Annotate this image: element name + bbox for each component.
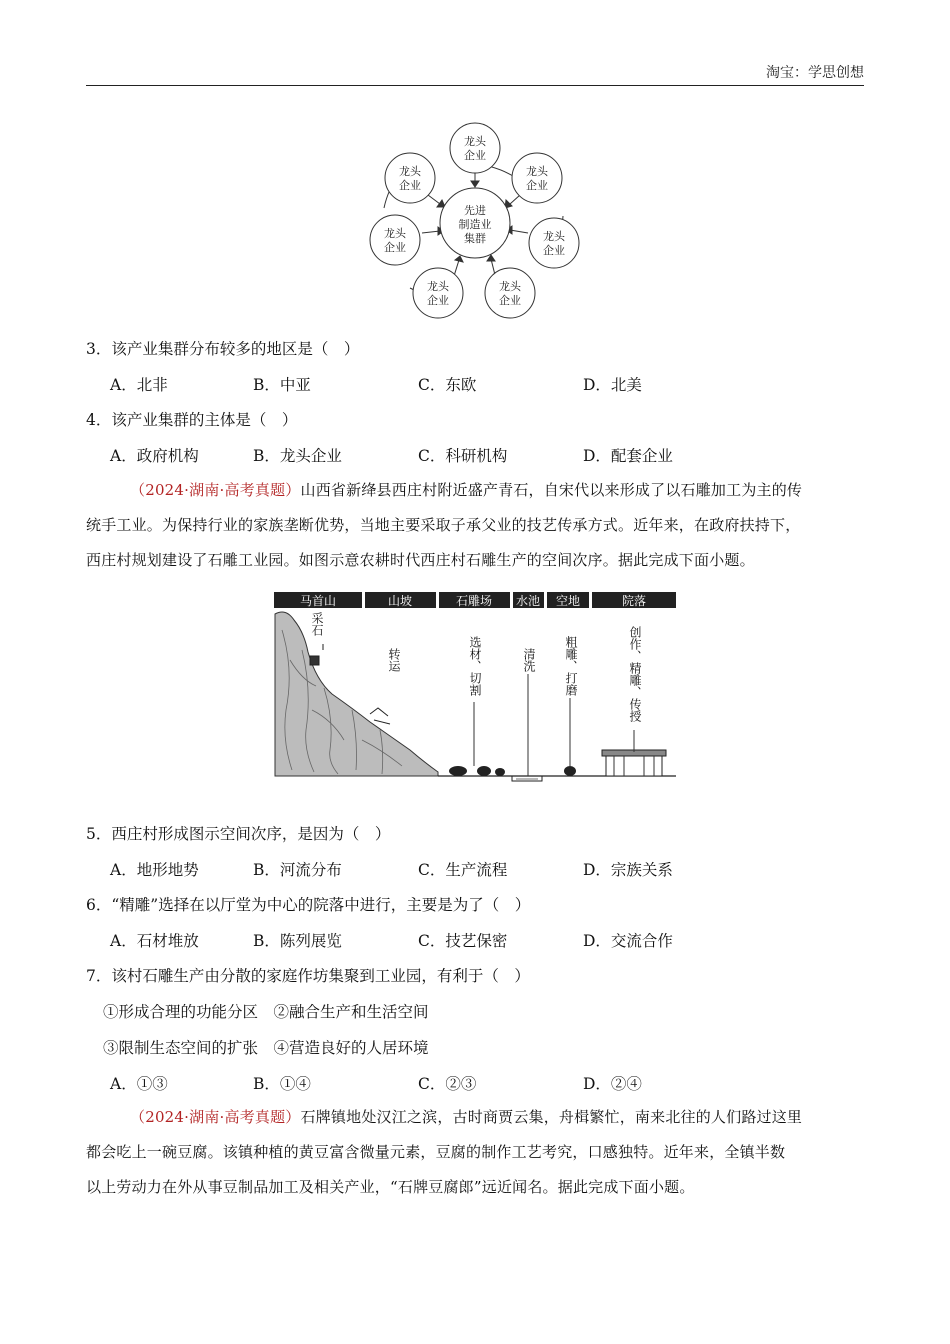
stone-pile [495,768,505,776]
option-d: D．配套企业 [583,447,673,465]
quarry-figure [310,656,319,665]
zone-label: 水池 [515,594,541,608]
passage-tag: （2024·湖南·高考真题） [130,1108,301,1126]
passage-2 [86,1100,864,1205]
node-label: 龙头 [543,230,565,243]
option-a: A．政府机构 [110,447,199,465]
option-d: D．交流合作 [583,932,673,950]
option-a: A．北非 [110,376,168,394]
zone-label: 石雕场 [455,594,493,608]
option-a: A．①③ [110,1075,168,1093]
passage-line: 统手工业。为保持行业的家族垄断优势，当地主要采取子承父业的技艺传承方式。近年来，在政府扶持下， [86,516,801,534]
center-label-3: 集群 [464,232,486,245]
leader-node [485,268,535,318]
water-pool [508,776,542,781]
passage-line: 山西省新绛县西庄村附近盛产青石，自宋代以来形成了以石雕加工为主的传 [300,481,803,499]
question-stem: 3．该产业集群分布较多的地区是（ ） [86,340,360,358]
passage-line: 西庄村规划建设了石雕工业园。如图示意农耕时代西庄村石雕生产的空间次序。据此完成下面小题。 [86,551,755,569]
node-label: 企业 [499,294,521,307]
option-c: C．生产流程 [418,861,508,879]
leader-node [450,123,500,173]
option-c: C．技艺保密 [418,932,508,950]
activity-rough-polish: 粗雕、打磨 [564,636,578,696]
leader-node [512,153,562,203]
zone-label: 空地 [555,594,581,608]
option-b: B．龙头企业 [253,447,342,465]
option-b: B．①④ [253,1075,311,1093]
question-stem: 6．“精雕”选择在以厅堂为中心的院落中进行，主要是为了（ ） [86,896,531,914]
node-label: 企业 [464,149,486,162]
passage-line: 都会吃上一碗豆腐。该镇种植的黄豆富含微量元素，豆腐的制作工艺考究，口感独特。近年来，全镇半数 [86,1143,786,1161]
node-label: 企业 [384,241,406,254]
passage-1 [86,473,864,578]
passage-line: 石牌镇地处汉江之滨，古时商贾云集，舟楫繁忙，南来北往的人们路过这里 [300,1108,803,1126]
question-stem: 7．该村石雕生产由分散的家庭作坊集聚到工业园，有利于（ ） [86,967,530,985]
transport-cart [370,708,390,724]
option-c: C．②③ [418,1075,477,1093]
center-label-2: 制造业 [458,218,492,231]
zone-label: 山坡 [387,594,413,608]
header-source: 淘宝：学思创想 [766,65,864,81]
leader-node [385,153,435,203]
node-label: 龙头 [427,280,449,293]
zone-label: 院落 [621,594,647,608]
passage-line: 以上劳动力在外从事豆制品加工及相关产业，“石牌豆腐郎”远近闻名。据此完成下面小题。 [86,1178,695,1196]
node-label: 企业 [543,244,565,257]
question-stem: 5．西庄村形成图示空间次序，是因为（ ） [86,825,391,843]
leader-node [370,215,420,265]
header-rule [86,85,864,86]
option-c: C．科研机构 [418,447,508,465]
activity-create-fine-teach: 创作、精雕、传授 [628,626,642,722]
passage-tag: （2024·湖南·高考真题） [130,481,301,499]
leader-node [529,218,579,268]
stone-pile [564,766,576,776]
node-label: 龙头 [499,280,521,293]
node-label: 龙头 [399,165,421,178]
statement-line: ①形成合理的功能分区 ②融合生产和生活空间 [103,1003,429,1021]
option-d: D．②④ [583,1075,642,1093]
option-b: B．中亚 [253,376,311,394]
node-label: 企业 [399,179,421,192]
stone-pile [477,766,491,776]
activity-quarry: 采石 [310,612,324,636]
option-b: B．河流分布 [253,861,342,879]
activity-select-cut: 选材、切割 [468,636,482,696]
activity-transport: 转运 [387,648,401,672]
option-a: A．地形地势 [110,861,199,879]
statement-line: ③限制生态空间的扩张 ④营造良好的人居环境 [103,1039,429,1057]
zone-label: 马首山 [299,594,337,608]
option-b: B．陈列展览 [253,932,342,950]
leader-node [413,268,463,318]
option-d: D．宗族关系 [583,861,673,879]
node-label: 龙头 [464,135,486,148]
node-label: 企业 [526,179,548,192]
node-label: 龙头 [384,227,406,240]
activity-wash: 清洗 [522,648,536,672]
center-label-1: 先进 [464,204,486,217]
question-stem: 4．该产业集群的主体是（ ） [86,411,298,429]
stone-pile [449,766,467,776]
option-c: C．东欧 [418,376,477,394]
node-label: 企业 [427,294,449,307]
cluster-diagram [360,118,590,323]
node-label: 龙头 [526,165,548,178]
option-a: A．石材堆放 [110,932,199,950]
option-d: D．北美 [583,376,642,394]
